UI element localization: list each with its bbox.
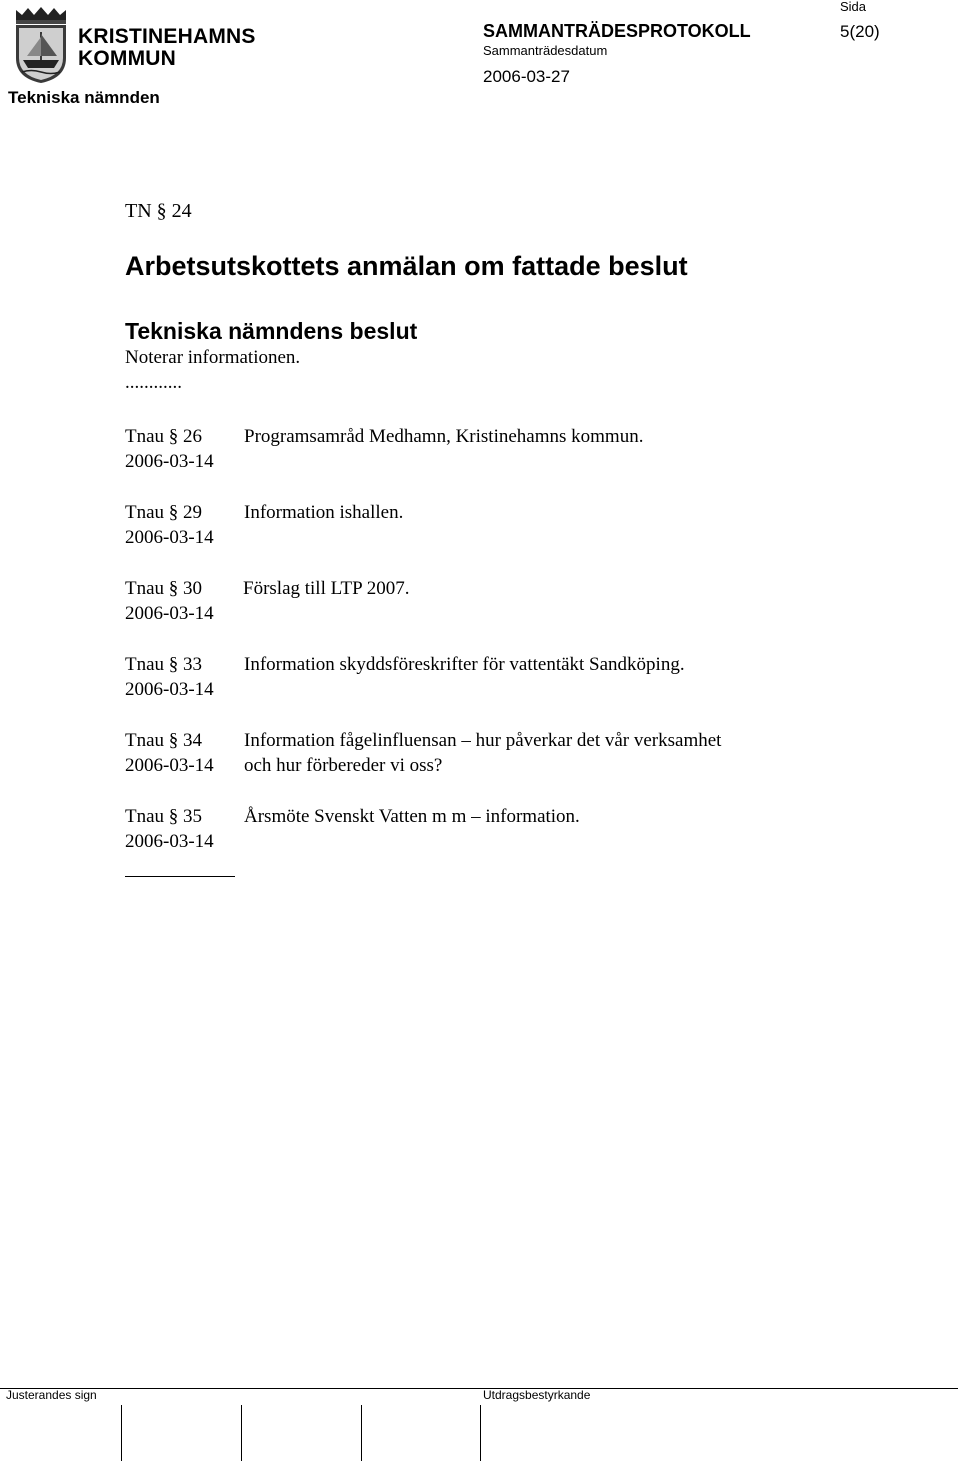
committee-name: Tekniska nämnden (8, 88, 160, 107)
item-reference: Tnau § 29 (125, 502, 203, 523)
item-reference: Tnau § 34 (125, 730, 203, 751)
item-date: 2006-03-14 (125, 603, 214, 624)
footer-divider (0, 1388, 958, 1389)
page-label: Sida (840, 0, 867, 14)
section-title: Arbetsutskottets anmälan om fattade beslut (125, 251, 688, 281)
decision-text: Noterar informationen. (125, 347, 301, 368)
item-description: Programsamråd Medhamn, Kristinehamns kommun. (244, 426, 644, 447)
municipality-logo (12, 6, 70, 84)
item-date: 2006-03-14 (125, 755, 214, 776)
item-description: Årsmöte Svenskt Vatten m m – information. (244, 806, 580, 827)
item-date: 2006-03-14 (125, 451, 214, 472)
item-reference: Tnau § 33 (125, 654, 203, 675)
organization-name-line1: KRISTINEHAMNS (78, 25, 256, 48)
item-description: Förslag till LTP 2007. (243, 578, 410, 599)
section-id: TN § 24 (125, 200, 192, 222)
signature-box-divider (361, 1405, 362, 1461)
page-number: 5(20) (840, 22, 880, 41)
item-reference: Tnau § 30 (125, 578, 203, 599)
item-description: Information fågelinfluensan – hur påverkar det vår verksamhet (244, 730, 722, 751)
item-reference: Tnau § 35 (125, 806, 203, 827)
organization-name-line2: KOMMUN (78, 47, 177, 70)
separator-dots: ............ (125, 372, 182, 393)
signature-box-divider (480, 1405, 481, 1461)
item-date: 2006-03-14 (125, 527, 214, 548)
signature-box-divider (241, 1405, 242, 1461)
item-description: Information skyddsföreskrifter för vattentäkt Sandköping. (244, 654, 685, 675)
extract-certification-label: Utdragsbestyrkande (483, 1388, 591, 1402)
signature-label: Justerandes sign (6, 1388, 97, 1402)
item-date: 2006-03-14 (125, 679, 214, 700)
item-description-continued: och hur förbereder vi oss? (244, 755, 443, 776)
item-date: 2006-03-14 (125, 831, 214, 852)
document-type: SAMMANTRÄDESPROTOKOLL (483, 21, 751, 41)
organization-name (78, 26, 256, 70)
signature-box-divider (121, 1405, 122, 1461)
item-description: Information ishallen. (244, 502, 404, 523)
decision-heading: Tekniska nämndens beslut (125, 318, 418, 344)
item-reference: Tnau § 26 (125, 426, 203, 447)
end-rule (125, 876, 235, 877)
meeting-date-label: Sammanträdesdatum (483, 43, 608, 58)
meeting-date: 2006-03-27 (483, 67, 570, 86)
